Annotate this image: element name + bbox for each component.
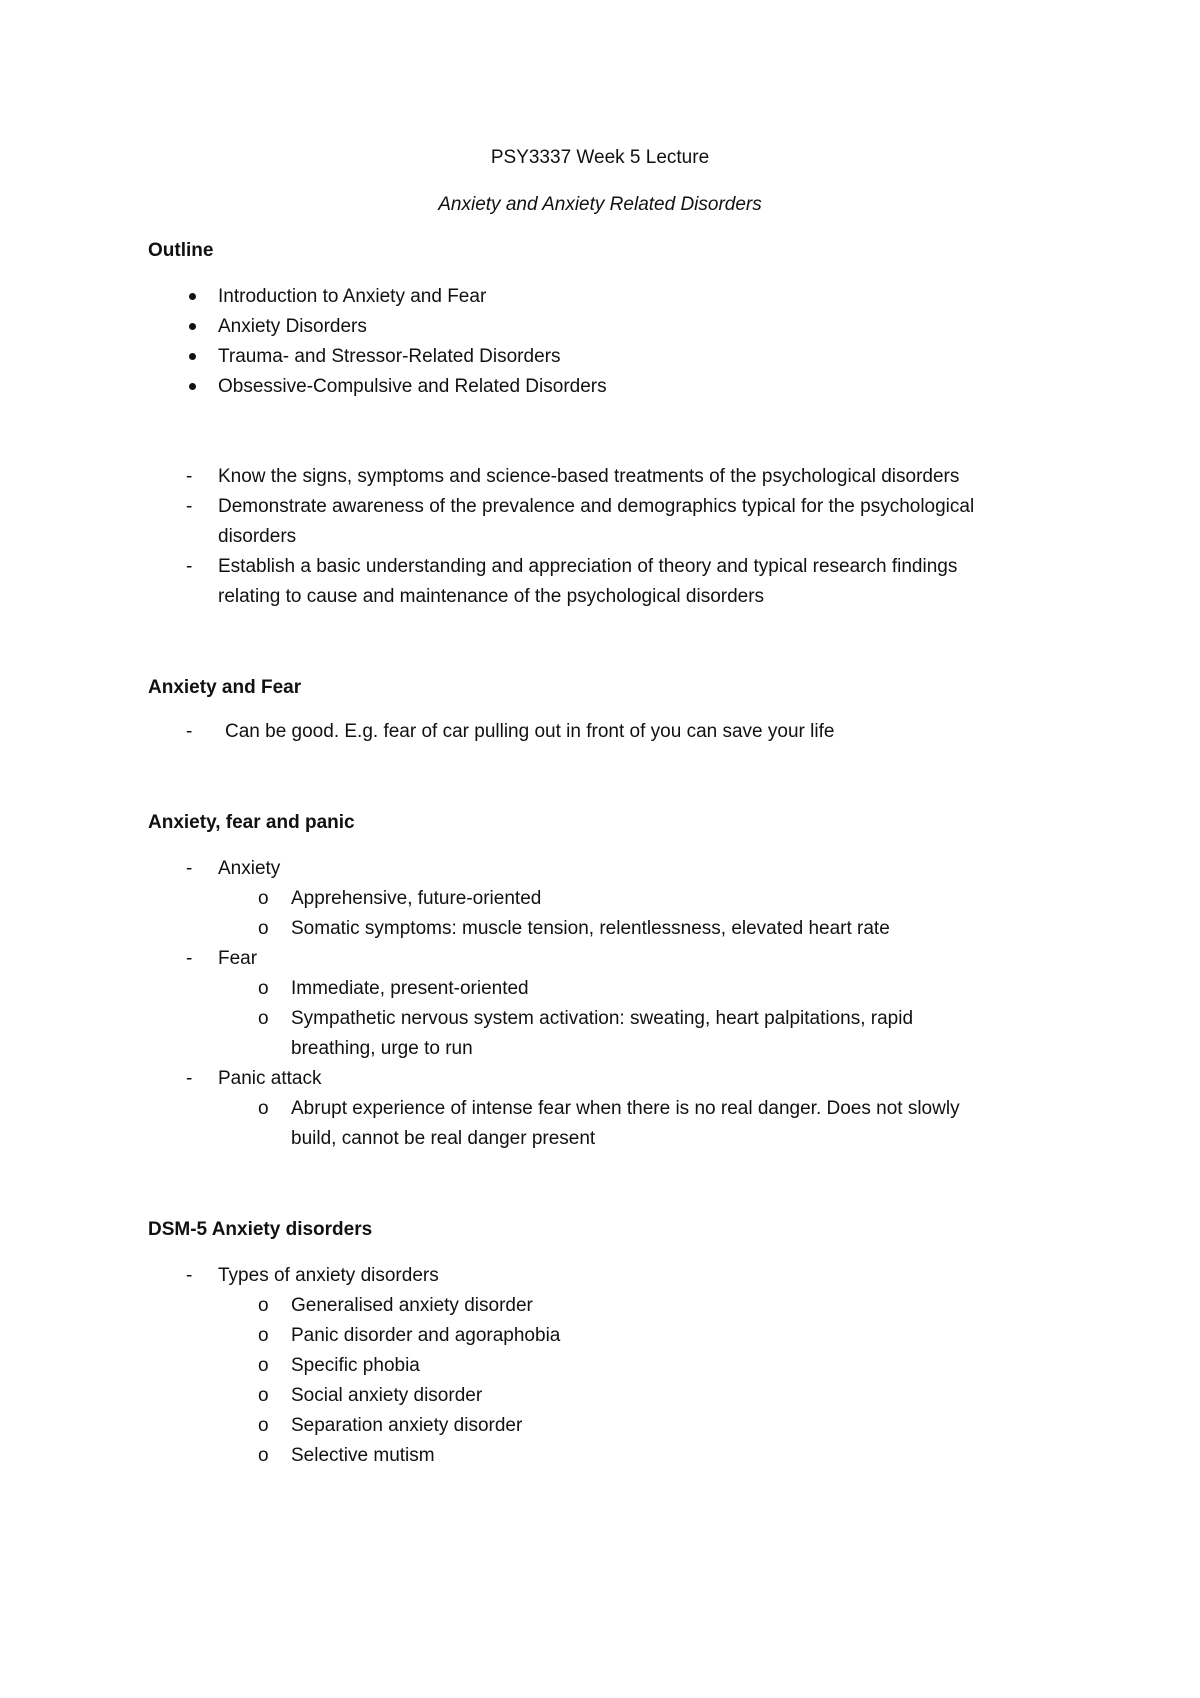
circle-marker: o — [258, 1355, 269, 1376]
dash-marker: - — [186, 1068, 193, 1089]
dash-marker: - — [186, 858, 193, 879]
sub-list-item-continued: breathing, urge to run — [291, 1038, 473, 1059]
circle-marker: o — [258, 1295, 269, 1316]
dash-marker: - — [186, 948, 193, 969]
bullet-icon — [189, 323, 196, 330]
dash-marker: - — [186, 466, 193, 487]
circle-marker: o — [258, 918, 269, 939]
section-heading-anxiety-fear: Anxiety and Fear — [148, 677, 302, 698]
objective-item: Demonstrate awareness of the prevalence and demographics typical for the psychological — [218, 496, 975, 517]
list-item: Can be good. E.g. fear of car pulling out in front of you can save your life — [225, 721, 835, 742]
dash-marker: - — [186, 556, 193, 577]
document-title: PSY3337 Week 5 Lecture — [490, 147, 710, 168]
sub-list-item: Apprehensive, future-oriented — [291, 888, 542, 909]
circle-marker: o — [258, 978, 269, 999]
bullet-icon — [189, 383, 196, 390]
sub-list-item: Panic disorder and agoraphobia — [291, 1325, 561, 1346]
outline-item: Obsessive-Compulsive and Related Disorders — [218, 376, 607, 397]
list-item: Anxiety — [218, 858, 281, 879]
sub-list-item: Selective mutism — [291, 1445, 435, 1466]
list-item: Fear — [218, 948, 258, 969]
objective-item: Know the signs, symptoms and science-based treatments of the psychological disorders — [218, 466, 960, 487]
objective-item: Establish a basic understanding and appreciation of theory and typical research findings — [218, 556, 958, 577]
sub-list-item: Abrupt experience of intense fear when there is no real danger. Does not slowly — [291, 1098, 960, 1119]
outline-heading: Outline — [148, 240, 214, 261]
sub-list-item-continued: build, cannot be real danger present — [291, 1128, 596, 1149]
circle-marker: o — [258, 888, 269, 909]
dash-marker: - — [186, 496, 193, 517]
sub-list-item: Immediate, present-oriented — [291, 978, 529, 999]
sub-list-item: Somatic symptoms: muscle tension, relentlessness, elevated heart rate — [291, 918, 890, 939]
outline-item: Introduction to Anxiety and Fear — [218, 286, 487, 307]
dash-marker: - — [186, 1265, 193, 1286]
section-heading-dsm5: DSM-5 Anxiety disorders — [148, 1219, 373, 1240]
document-subtitle: Anxiety and Anxiety Related Disorders — [438, 194, 762, 215]
sub-list-item: Specific phobia — [291, 1355, 420, 1376]
list-item: Panic attack — [218, 1068, 322, 1089]
outline-item: Trauma- and Stressor-Related Disorders — [218, 346, 561, 367]
sub-list-item: Separation anxiety disorder — [291, 1415, 523, 1436]
circle-marker: o — [258, 1385, 269, 1406]
outline-item: Anxiety Disorders — [218, 316, 367, 337]
dash-marker: - — [186, 721, 193, 742]
bullet-icon — [189, 293, 196, 300]
objective-item-continued: disorders — [218, 526, 297, 547]
objective-item-continued: relating to cause and maintenance of the psychological disorders — [218, 586, 765, 607]
circle-marker: o — [258, 1325, 269, 1346]
circle-marker: o — [258, 1445, 269, 1466]
sub-list-item: Generalised anxiety disorder — [291, 1295, 533, 1316]
circle-marker: o — [258, 1415, 269, 1436]
list-item: Types of anxiety disorders — [218, 1265, 439, 1286]
sub-list-item: Social anxiety disorder — [291, 1385, 483, 1406]
section-heading-anxiety-fear-panic: Anxiety, fear and panic — [148, 812, 355, 833]
sub-list-item: Sympathetic nervous system activation: sweating, heart palpitations, rapid — [291, 1008, 914, 1029]
circle-marker: o — [258, 1008, 269, 1029]
bullet-icon — [189, 353, 196, 360]
circle-marker: o — [258, 1098, 269, 1119]
